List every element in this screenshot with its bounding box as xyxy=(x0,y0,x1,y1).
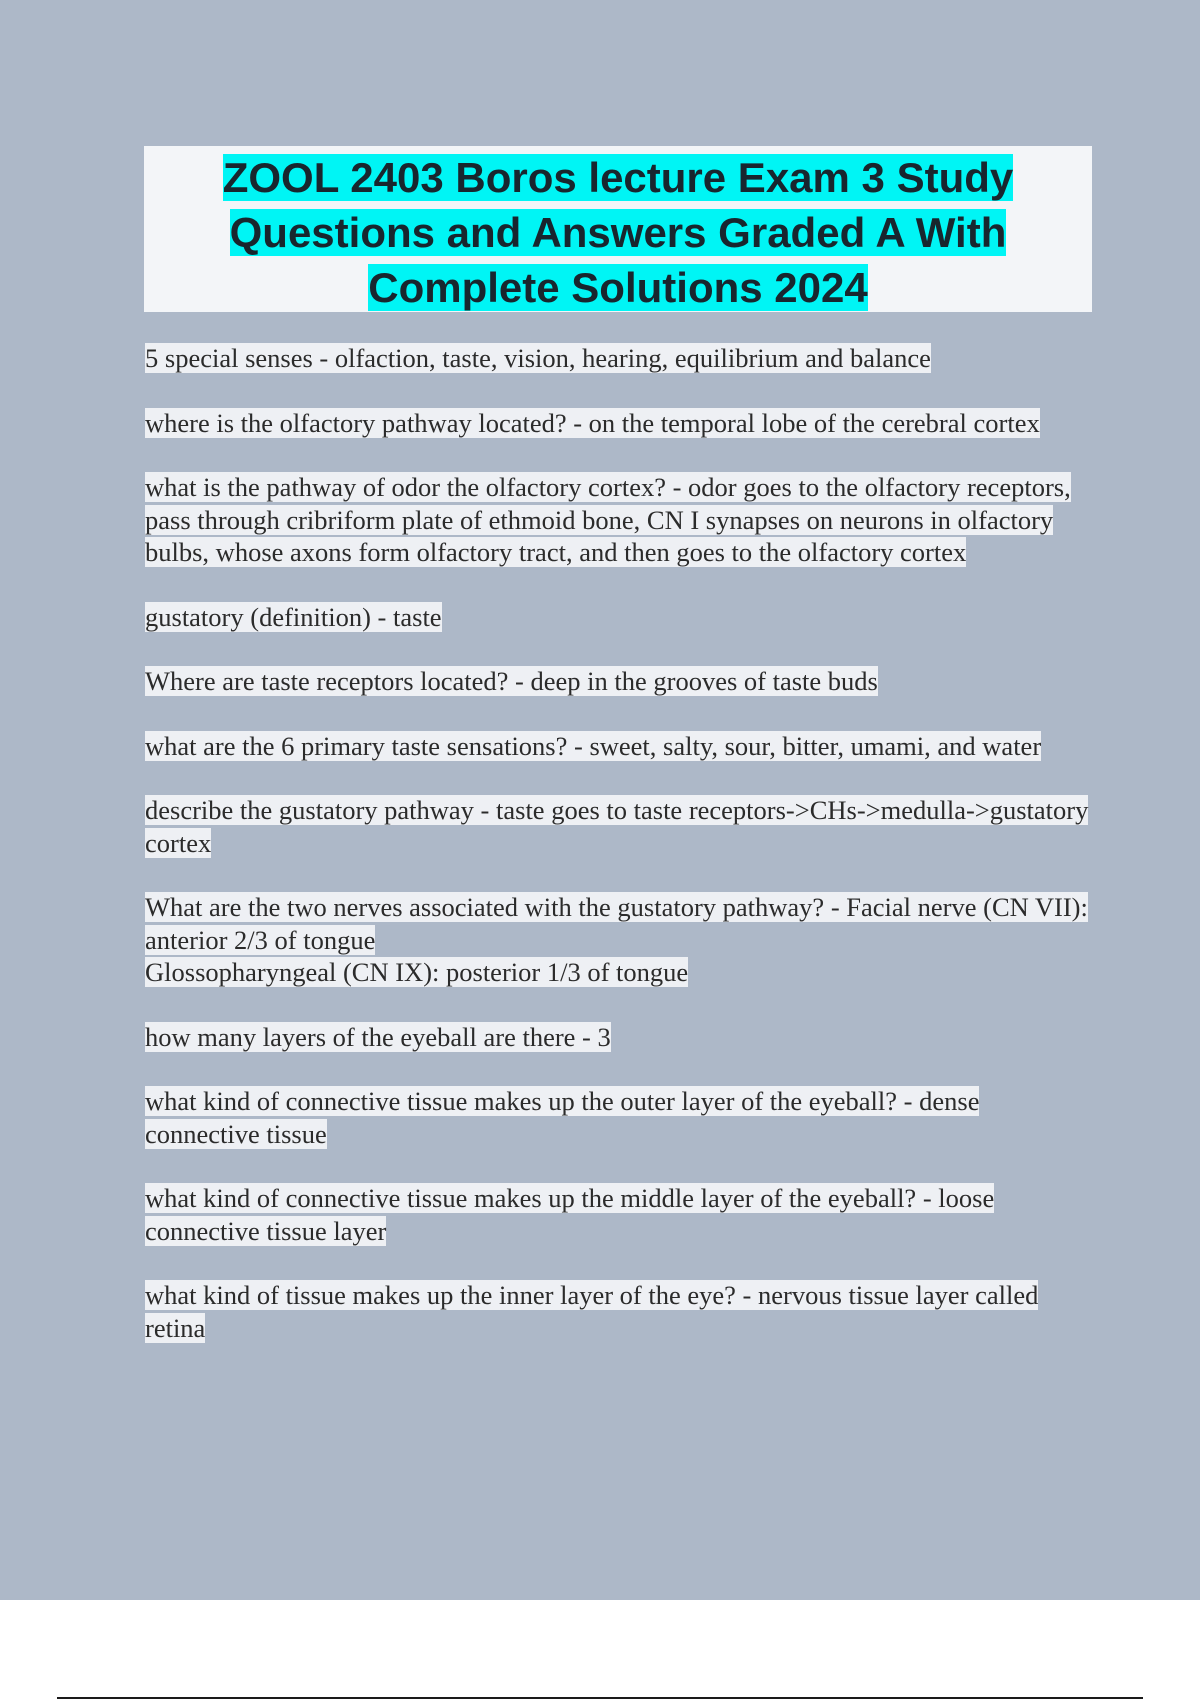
qa-item-text: Where are taste receptors located? - deep in the grooves of taste buds xyxy=(145,666,878,696)
document-title-text: ZOOL 2403 Boros lecture Exam 3 Study Questions and Answers Graded A With Complete Solutions 2024 xyxy=(222,154,1014,311)
qa-item-eyeball-layers xyxy=(145,1021,1095,1054)
document-title xyxy=(144,150,1092,315)
qa-item-odor-pathway xyxy=(145,471,1095,569)
qa-item-outer-layer xyxy=(145,1085,1095,1150)
qa-item-olfactory-location xyxy=(145,407,1095,440)
qa-item-text: where is the olfactory pathway located? - on the temporal lobe of the cerebral cortex xyxy=(145,407,1040,438)
qa-item-text: gustatory (definition) - taste xyxy=(145,601,442,632)
qa-item-text: what kind of connective tissue makes up the outer layer of the eyeball? - dense connective tissue xyxy=(145,1086,980,1149)
title-box xyxy=(144,146,1092,312)
qa-item-text: what kind of tissue makes up the inner layer of the eye? - nervous tissue layer called retina xyxy=(145,1280,1039,1343)
qa-item-taste-receptors xyxy=(145,665,1095,698)
qa-item-special-senses xyxy=(145,342,1095,375)
qa-item-taste-sensations xyxy=(145,730,1095,763)
qa-item-inner-layer xyxy=(145,1279,1095,1344)
qa-item-text: describe the gustatory pathway - taste goes to taste receptors->CHs->medulla->gustatory cortex xyxy=(145,795,1089,858)
qa-item-text: how many layers of the eyeball are there - 3 xyxy=(145,1021,611,1052)
footer-divider xyxy=(57,1697,1143,1699)
qa-item-gustatory-nerves xyxy=(145,891,1095,989)
qa-list xyxy=(145,342,1095,1376)
qa-item-text: 5 special senses - olfaction, taste, vision, hearing, equilibrium and balance xyxy=(145,343,931,373)
qa-item-text: What are the two nerves associated with the gustatory pathway? - Facial nerve (CN VII): anterior 2/3 of tongue Glossopharyngeal (CN IX): posterior 1/3 of tongue xyxy=(145,892,1088,987)
qa-item-middle-layer xyxy=(145,1182,1095,1247)
qa-item-text: what is the pathway of odor the olfactory cortex? - odor goes to the olfactory receptors, pass through cribriform plate of ethmoid bone, CN I synapses on neurons in olfactory bulbs, whose axons form olfactory tract, and then goes to the olfactory cortex xyxy=(145,472,1071,567)
qa-item-text: what are the 6 primary taste sensations? - sweet, salty, sour, bitter, umami, and water xyxy=(145,730,1042,761)
qa-item-text: what kind of connective tissue makes up the middle layer of the eyeball? - loose connective tissue layer xyxy=(145,1183,995,1246)
qa-item-gustatory-definition xyxy=(145,601,1095,634)
qa-item-gustatory-pathway xyxy=(145,794,1095,859)
